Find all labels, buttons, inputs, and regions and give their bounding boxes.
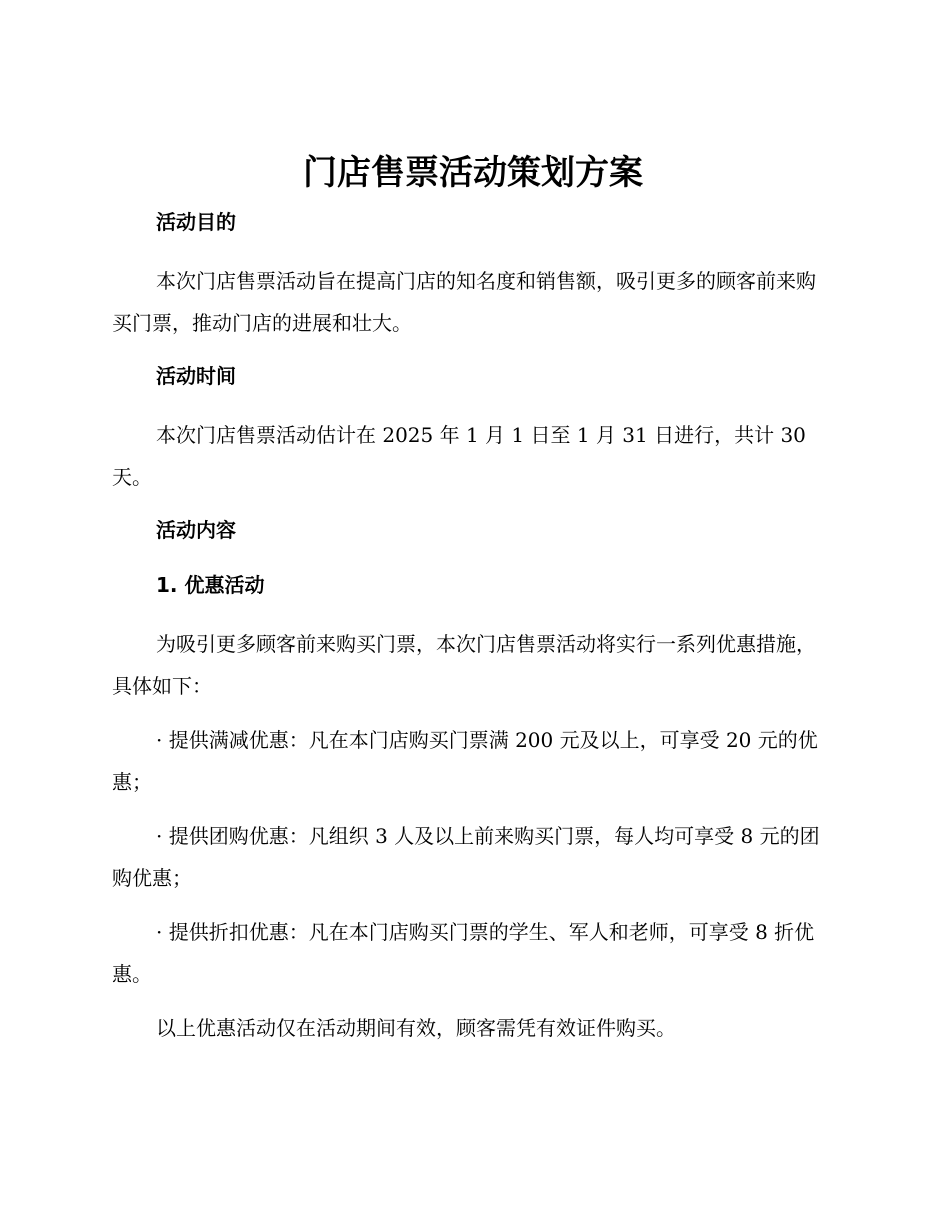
section-text-purpose: 本次门店售票活动旨在提高门店的知名度和销售额，吸引更多的顾客前来购买门票，推动门店的进展和壮大。: [112, 269, 816, 335]
subheading-discount: 1. 优惠活动: [156, 573, 265, 597]
section-heading-content: 活动内容: [156, 518, 236, 542]
bullet-item: · 提供团购优惠：凡组织 3 人及以上前来购买门票，每人均可享受 8 元的团购优惠；: [112, 824, 820, 890]
discount-note: 以上优惠活动仅在活动期间有效，顾客需凭有效证件购买。: [156, 1016, 676, 1040]
section-heading-time: 活动时间: [156, 364, 236, 388]
bullet-item: · 提供折扣优惠：凡在本门店购买门票的学生、军人和老师，可享受 8 折优惠。: [112, 920, 815, 986]
document-title: 门店售票活动策划方案: [303, 153, 643, 193]
section-text-time: 本次门店售票活动估计在 2025 年 1 月 1 日至 1 月 31 日进行，共计 30 天。: [112, 423, 806, 489]
bullet-item: · 提供满减优惠：凡在本门店购买门票满 200 元及以上，可享受 20 元的优惠；: [112, 728, 818, 794]
discount-intro: 为吸引更多顾客前来购买门票，本次门店售票活动将实行一系列优惠措施，具体如下：: [112, 632, 816, 698]
document-page: [112, 150, 834, 1049]
section-heading-purpose: 活动目的: [156, 210, 236, 234]
